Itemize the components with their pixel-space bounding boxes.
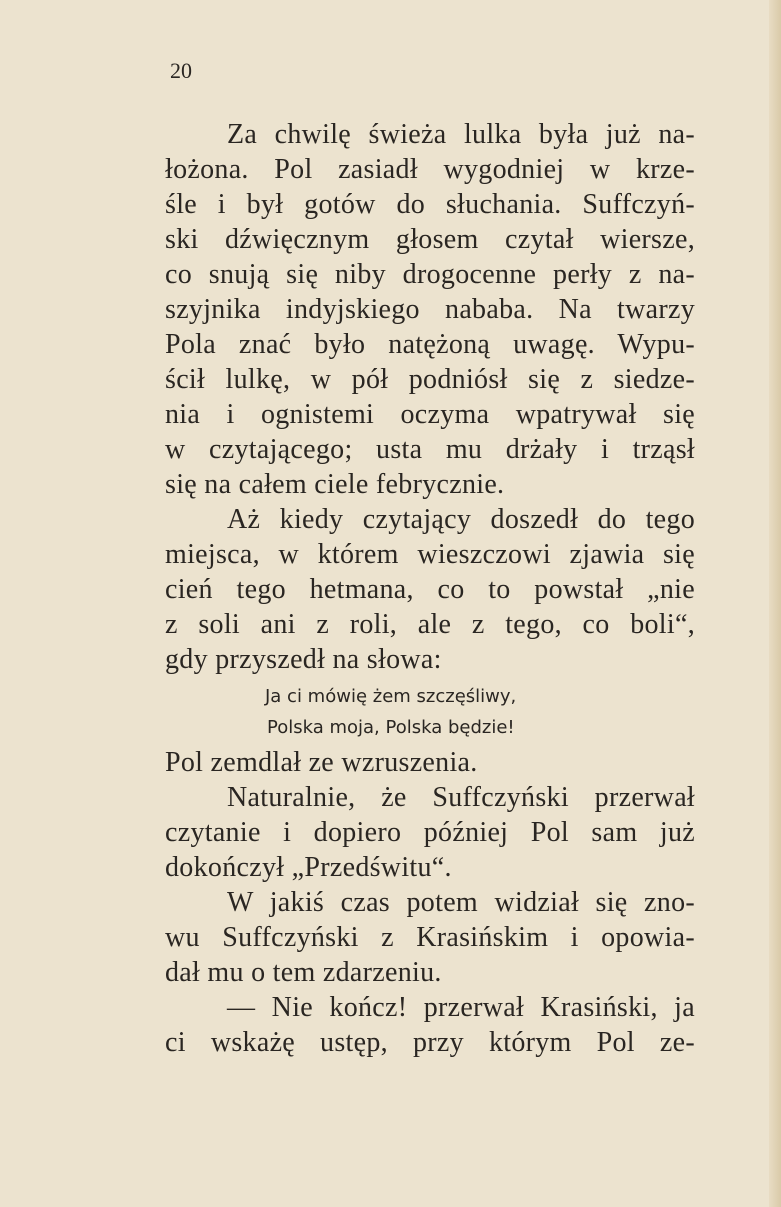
text-line: dał mu o tem zdarzeniu. [165,957,442,988]
paragraph-5 [165,990,695,1060]
text-line: Naturalnie, że Suffczyński przerwał [227,782,695,813]
text-line: łożona. Pol zasiadł wygodniej w krze- [165,154,695,185]
text-line: Pol zemdlał ze wzruszenia. [165,747,478,778]
text-line: nia i ognistemi oczyma wpatrywał się [165,399,695,430]
text-line: szyjnika indyjskiego nababa. Na twarzy [165,294,695,325]
text-line: co snują się niby drogocenne perły z na- [165,259,695,290]
text-line: Pola znać było natężoną uwagę. Wypu- [165,329,695,360]
text-line: się na całem ciele febrycznie. [165,469,505,500]
paragraph-2 [165,502,695,677]
text-line: dokończył „Przedświtu“. [165,852,452,883]
text-line: ci wskażę ustęp, przy którym Pol ze- [165,1027,695,1058]
text-line: wu Suffczyński z Krasińskim i opowia- [165,922,695,953]
text-line: — Nie kończ! przerwał Krasiński, ja [227,992,695,1023]
body-text [165,117,695,1060]
text-line: Za chwilę świeża lulka była już na- [227,119,695,150]
verse-quote [165,681,695,743]
text-line: w czytającego; usta mu drżały i trząsł [165,434,695,465]
text-line: Aż kiedy czytający doszedł do tego [227,504,695,535]
text-line: W jakiś czas potem widział się zno- [227,887,695,918]
paragraph-4 [165,885,695,990]
paragraph-1 [165,117,695,502]
paragraph-3 [165,780,695,885]
text-line: czytanie i dopiero później Pol sam już [165,817,695,848]
text-line: z soli ani z roli, ale z tego, co boli“, [165,609,695,640]
verse-line: Ja ci mówię żem szczęśliwy, [265,686,517,707]
text-line: ścił lulkę, w pół podniósł się z siedze- [165,364,695,395]
text-line: cień tego hetmana, co to powstał „nie [165,574,695,605]
text-line: miejsca, w którem wieszczowi zjawia się [165,539,695,570]
text-line: gdy przyszedł na słowa: [165,644,442,675]
verse-line: Polska moja, Polska będzie! [267,717,515,738]
page-edge-shadow [769,0,781,1207]
text-line: śle i był gotów do słuchania. Suffczyń- [165,189,695,220]
text-line: ski dźwięcznym głosem czytał wiersze, [165,224,695,255]
page-number: 20 [170,58,192,83]
